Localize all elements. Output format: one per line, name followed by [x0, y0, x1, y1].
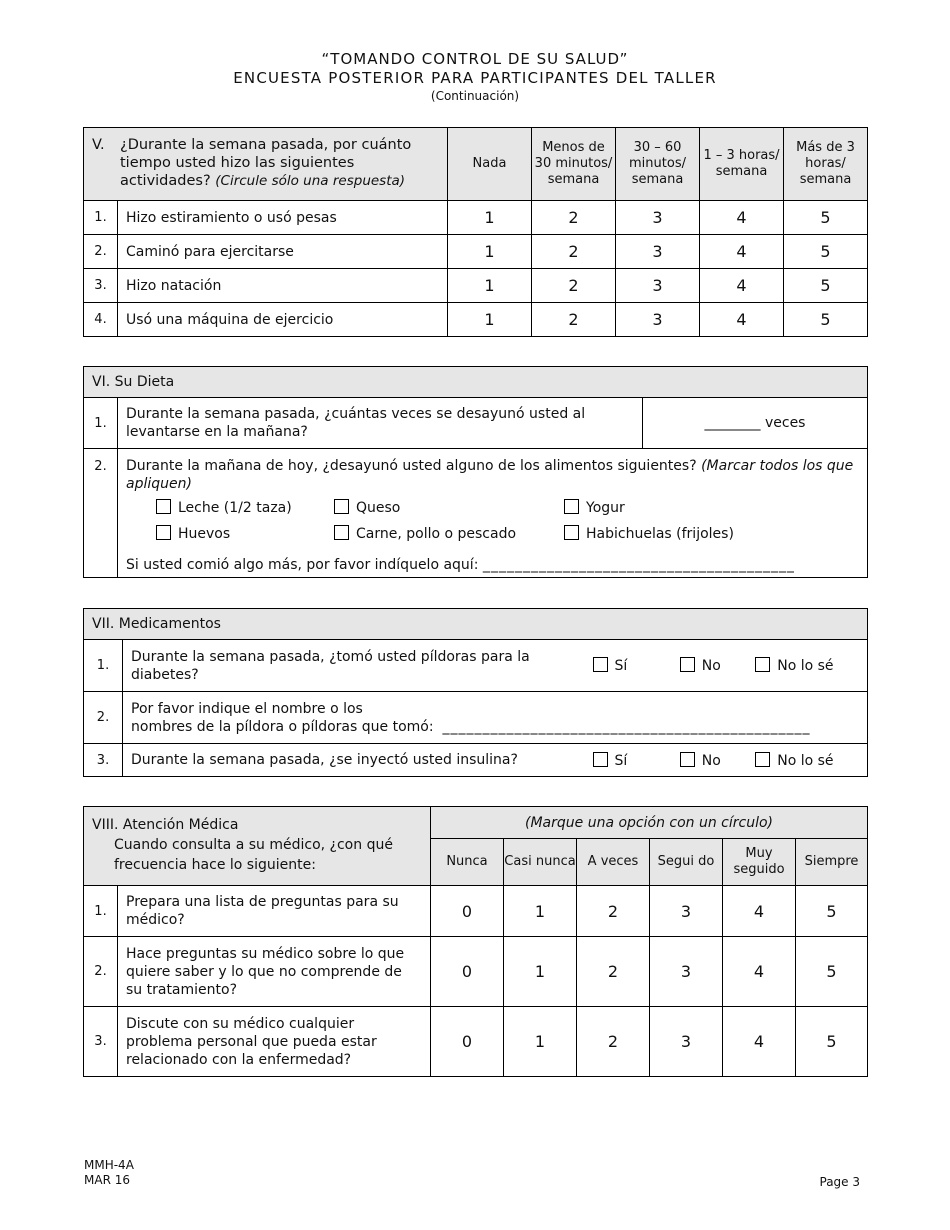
col-header: 30 – 60 minutos/ semana — [616, 128, 700, 201]
answer-option[interactable]: 1 — [448, 269, 532, 303]
answer-option[interactable]: 2 — [577, 1007, 650, 1077]
row-number: 2. — [84, 449, 118, 578]
activity-row — [84, 303, 868, 337]
answer-option[interactable]: 3 — [616, 235, 700, 269]
section-8-header — [84, 807, 431, 886]
form-code: MMH-4A — [84, 1158, 134, 1172]
section-6-title: VI. Su Dieta — [84, 367, 868, 398]
section-8-question: Cuando consulta a su médico, ¿con qué frecuencia hace lo siguiente: — [114, 837, 393, 873]
checkbox-huevos[interactable]: Huevos — [156, 525, 230, 543]
col-header: Más de 3 horas/ semana — [784, 128, 868, 201]
page-subtitle: ENCUESTA POSTERIOR PARA PARTICIPANTES DEL TALLER — [233, 69, 717, 87]
answer-option[interactable]: 3 — [650, 937, 723, 1007]
row-number: 3. — [84, 1007, 118, 1077]
answer-option[interactable]: 0 — [431, 1007, 504, 1077]
page-title: “TOMANDO CONTROL DE SU SALUD” — [321, 50, 629, 68]
answer-option[interactable]: 0 — [431, 937, 504, 1007]
breakfast-count-field[interactable] — [643, 398, 868, 449]
blank-line: _______________________________________ — [482, 557, 795, 573]
q-breakfast-foods-label: Durante la mañana de hoy, ¿desayunó usted alguno de los alimentos siguientes? (Marcar todos los que apliquen) — [126, 458, 854, 492]
checkbox-carne[interactable]: Carne, pollo o pescado — [334, 525, 516, 543]
answer-option[interactable]: 3 — [616, 269, 700, 303]
form-date: MAR 16 — [84, 1173, 130, 1187]
activity-row — [84, 201, 868, 235]
answer-option[interactable]: 0 — [431, 886, 504, 937]
answer-option[interactable]: 2 — [532, 303, 616, 337]
answer-option[interactable]: 5 — [784, 235, 868, 269]
medical-label: Discute con su médico cualquier problema personal que pueda estar relacionado con la enfermedad? — [118, 1007, 431, 1077]
answer-option[interactable]: 1 — [448, 201, 532, 235]
activity-label: Hizo estiramiento o usó pesas — [118, 201, 448, 235]
q-pill-names — [123, 692, 868, 744]
section-8-instruction: (Marque una opción con un círculo) — [431, 807, 868, 839]
answer-option[interactable]: 4 — [700, 269, 784, 303]
section-7-table — [83, 608, 868, 777]
answer-option[interactable]: 5 — [784, 303, 868, 337]
section-5-header — [84, 128, 448, 201]
answer-option[interactable]: 3 — [616, 201, 700, 235]
answer-option[interactable]: 4 — [723, 886, 796, 937]
row-number: 1. — [84, 886, 118, 937]
footer-left — [84, 1158, 134, 1188]
blank-line: ________ — [704, 415, 761, 431]
row-number: 1. — [84, 640, 123, 692]
row-number: 2. — [84, 692, 123, 744]
checkbox-leche[interactable]: Leche (1/2 taza) — [156, 499, 292, 517]
answer-option[interactable]: 2 — [532, 201, 616, 235]
other-food-field[interactable] — [126, 556, 859, 574]
checkbox-queso[interactable]: Queso — [334, 499, 400, 517]
section-7-title: VII. Medicamentos — [84, 609, 868, 640]
answer-option[interactable]: 2 — [532, 269, 616, 303]
col-header: Casi nunca — [504, 839, 577, 886]
col-header: Segui do — [650, 839, 723, 886]
medical-label: Hace preguntas su médico sobre lo que quiere saber y lo que no comprende de su tratamiento? — [118, 937, 431, 1007]
blank-line: ______________________________________________ — [442, 718, 811, 735]
continuation-label: (Continuación) — [430, 89, 520, 103]
row-number: 2. — [84, 937, 118, 1007]
section-8-title: VIII. Atención Médica — [92, 817, 239, 833]
answer-option[interactable]: 4 — [700, 303, 784, 337]
page-number: Page 3 — [819, 1175, 860, 1189]
answer-option[interactable]: 5 — [784, 269, 868, 303]
checkbox-no[interactable]: No — [680, 752, 721, 769]
col-header: Siempre — [796, 839, 868, 886]
answer-option[interactable]: 5 — [784, 201, 868, 235]
row-number: 3. — [84, 269, 118, 303]
section-5-question: ¿Durante la semana pasada, por cuánto tiempo usted hizo las siguientes actividades? (Circule sólo una respuesta) — [120, 137, 412, 189]
col-header: Menos de 30 minutos/ semana — [532, 128, 616, 201]
col-header: 1 – 3 horas/ semana — [700, 128, 784, 201]
answer-option[interactable]: 5 — [796, 1007, 868, 1077]
answer-option[interactable]: 5 — [796, 886, 868, 937]
answer-option[interactable]: 4 — [700, 201, 784, 235]
answer-option[interactable]: 1 — [504, 886, 577, 937]
answer-option[interactable]: 3 — [616, 303, 700, 337]
row-number: 1. — [84, 398, 118, 449]
answer-option[interactable]: 2 — [532, 235, 616, 269]
q-insulin: Durante la semana pasada, ¿se inyectó usted insulina? — [123, 744, 583, 777]
activity-row — [84, 269, 868, 303]
checkbox-no-lo-se[interactable]: No lo sé — [755, 752, 833, 769]
medical-row — [84, 937, 868, 1007]
section-5-roman: V. — [92, 137, 105, 153]
checkbox-no-lo-se[interactable]: No lo sé — [755, 657, 833, 674]
answer-option[interactable]: 4 — [723, 1007, 796, 1077]
unit-label: veces — [764, 415, 806, 431]
col-header: Nada — [448, 128, 532, 201]
insulin-answer-group — [583, 744, 868, 777]
col-header: Nunca — [431, 839, 504, 886]
q-pill-names-line2: nombres de la píldora o píldoras que tomó: — [131, 718, 434, 735]
col-header: A veces — [577, 839, 650, 886]
activity-label: Hizo natación — [118, 269, 448, 303]
answer-option[interactable]: 5 — [796, 937, 868, 1007]
activity-label: Usó una máquina de ejercicio — [118, 303, 448, 337]
row-number: 1. — [84, 201, 118, 235]
answer-option[interactable]: 1 — [448, 235, 532, 269]
q-breakfast-count: Durante la semana pasada, ¿cuántas veces se desayunó usted al levantarse en la mañana? — [118, 398, 643, 449]
medical-row — [84, 886, 868, 937]
medical-label: Prepara una lista de preguntas para su médico? — [118, 886, 431, 937]
checkbox-si[interactable]: Sí — [593, 752, 628, 769]
row-number: 3. — [84, 744, 123, 777]
checkbox-yogur[interactable]: Yogur — [564, 499, 625, 517]
section-6-table — [83, 366, 868, 578]
row-number: 2. — [84, 235, 118, 269]
other-food-label: Si usted comió algo más, por favor indíquelo aquí: — [126, 557, 479, 573]
answer-option[interactable]: 3 — [650, 1007, 723, 1077]
checkbox-no[interactable]: No — [680, 657, 721, 674]
activity-row — [84, 235, 868, 269]
answer-option[interactable]: 2 — [577, 937, 650, 1007]
activity-label: Caminó para ejercitarse — [118, 235, 448, 269]
q-breakfast-foods — [118, 449, 868, 578]
row-number: 4. — [84, 303, 118, 337]
answer-option[interactable]: 1 — [448, 303, 532, 337]
section-8-table — [83, 806, 868, 1077]
medical-row — [84, 1007, 868, 1077]
checkbox-habichuelas[interactable]: Habichuelas (frijoles) — [564, 525, 734, 543]
answer-option[interactable]: 1 — [504, 1007, 577, 1077]
answer-option[interactable]: 4 — [700, 235, 784, 269]
q-pill-names-line1: Por favor indique el nombre o los — [131, 700, 363, 717]
answer-option[interactable]: 4 — [723, 937, 796, 1007]
answer-option[interactable]: 2 — [577, 886, 650, 937]
answer-option[interactable]: 1 — [504, 937, 577, 1007]
pill-names-field[interactable] — [131, 718, 859, 736]
section-5-table — [83, 127, 868, 337]
checkbox-si[interactable]: Sí — [593, 657, 628, 674]
pills-answer-group — [583, 640, 868, 692]
answer-option[interactable]: 3 — [650, 886, 723, 937]
q-pills: Durante la semana pasada, ¿tomó usted píldoras para la diabetes? — [123, 640, 583, 692]
col-header: Muy seguido — [723, 839, 796, 886]
